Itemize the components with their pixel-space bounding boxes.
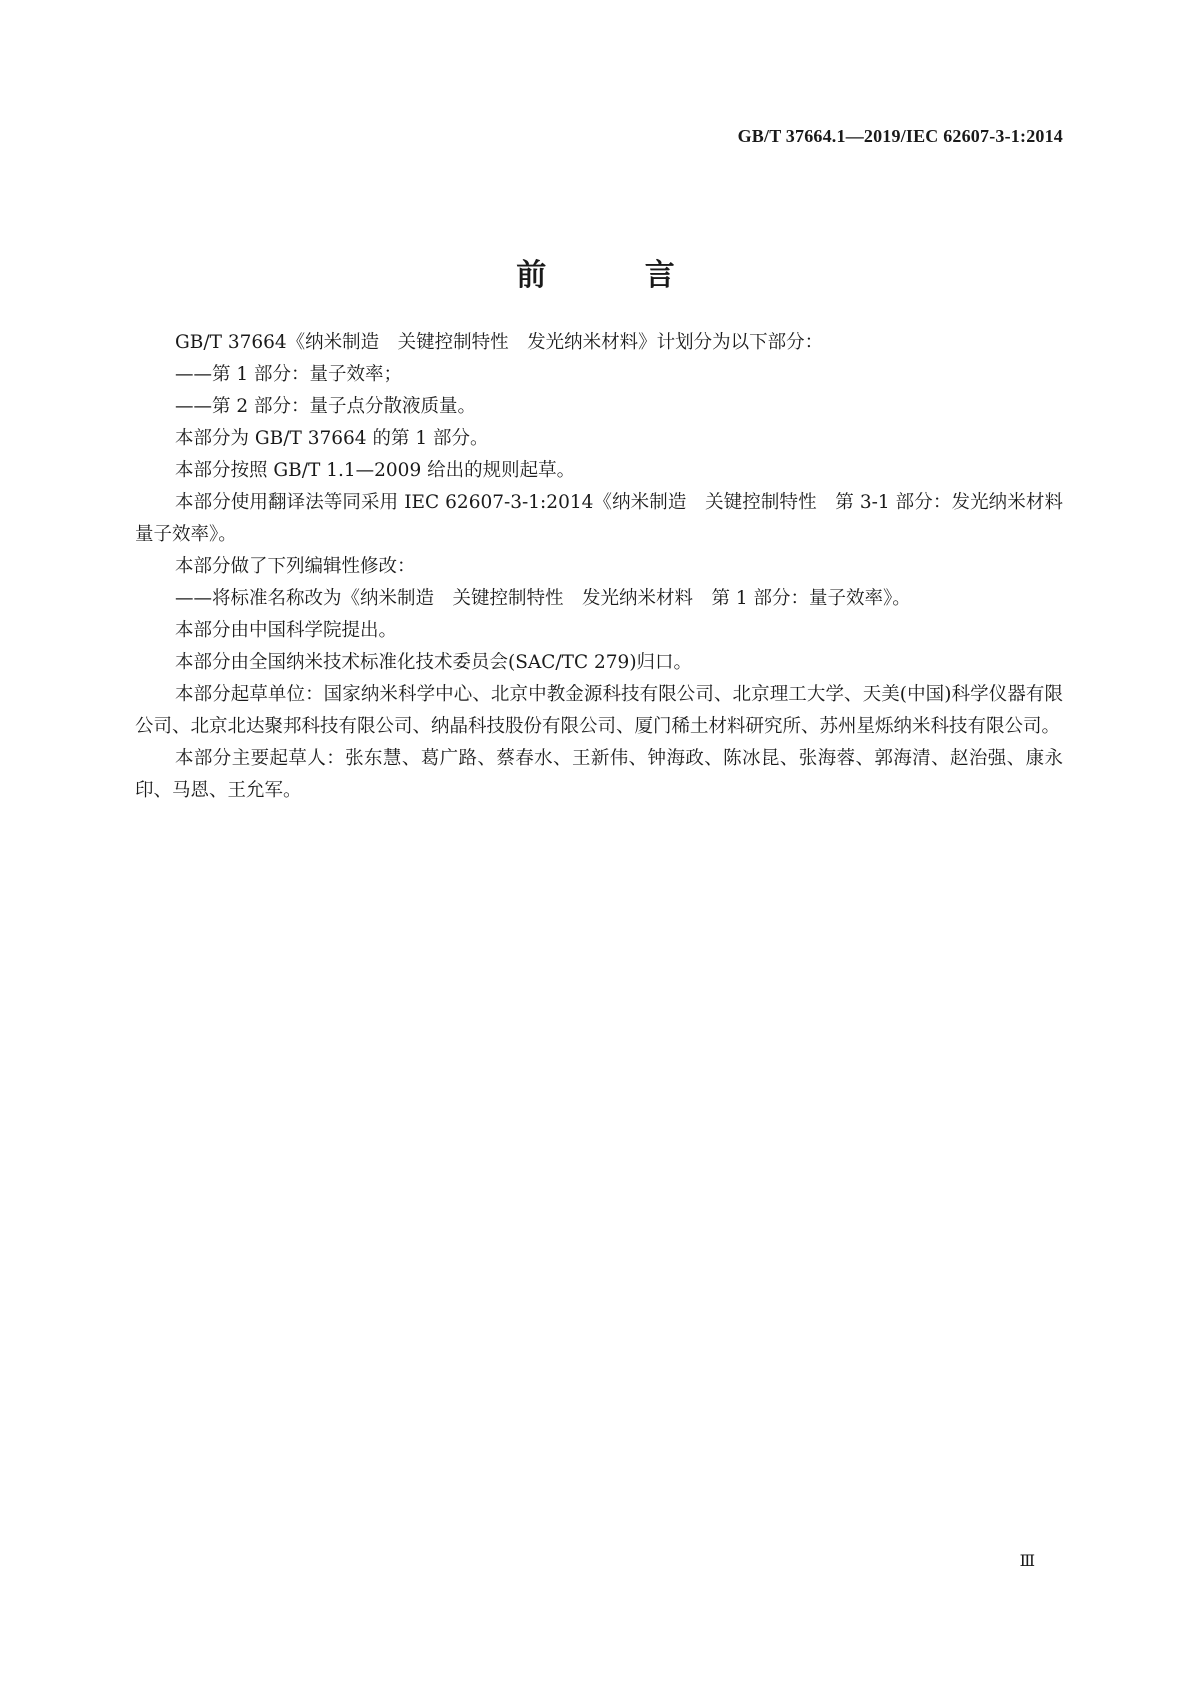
paragraph-proposer: 本部分由中国科学院提出。 [175,620,398,641]
paragraph-editorial-changes: 本部分做了下列编辑性修改： [175,556,416,577]
paragraph-part-2-item: ——第 2 部分：量子点分散液质量。 [175,396,477,417]
paragraph-adoption: 本部分使用翻译法等同采用 IEC 62607-3-1:2014《纳米制造 关键控制特性 第 3-1 部分：发光纳米材料 量子效率》。 [135,492,1082,545]
paragraph-part-1-item: ——第 1 部分：量子效率； [175,364,403,385]
foreword-body [135,327,1082,807]
page-number: Ⅲ [1019,1551,1035,1570]
paragraph-part-statement: 本部分为 GB/T 37664 的第 1 部分。 [175,428,489,449]
paragraph-name-change-item: ——将标准名称改为《纳米制造 关键控制特性 发光纳米材料 第 1 部分：量子效率》。 [175,588,911,609]
paragraph-series-intro: GB/T 37664《纳米制造 关键控制特性 发光纳米材料》计划分为以下部分： [175,332,824,353]
paragraph-drafters: 本部分主要起草人：张东慧、葛广路、蔡春水、王新伟、钟海政、陈冰昆、张海蓉、郭海清、赵治强、康永印、马恩、王允军。 [135,748,1063,801]
standard-code-header: GB/T 37664.1—2019/IEC 62607-3-1:2014 [737,126,1063,146]
paragraph-committee: 本部分由全国纳米技术标准化技术委员会(SAC/TC 279)归口。 [175,652,693,673]
paragraph-drafting-units: 本部分起草单位：国家纳米科学中心、北京中教金源科技有限公司、北京理工大学、天美(中国)科学仪器有限公司、北京北达聚邦科技有限公司、纳晶科技股份有限公司、厦门稀土材料研究所、苏州星烁纳米科技有限公司。 [135,684,1063,737]
paragraph-drafting-rules: 本部分按照 GB/T 1.1—2009 给出的规则起草。 [175,460,576,481]
page-title: 前 言 [516,258,719,294]
